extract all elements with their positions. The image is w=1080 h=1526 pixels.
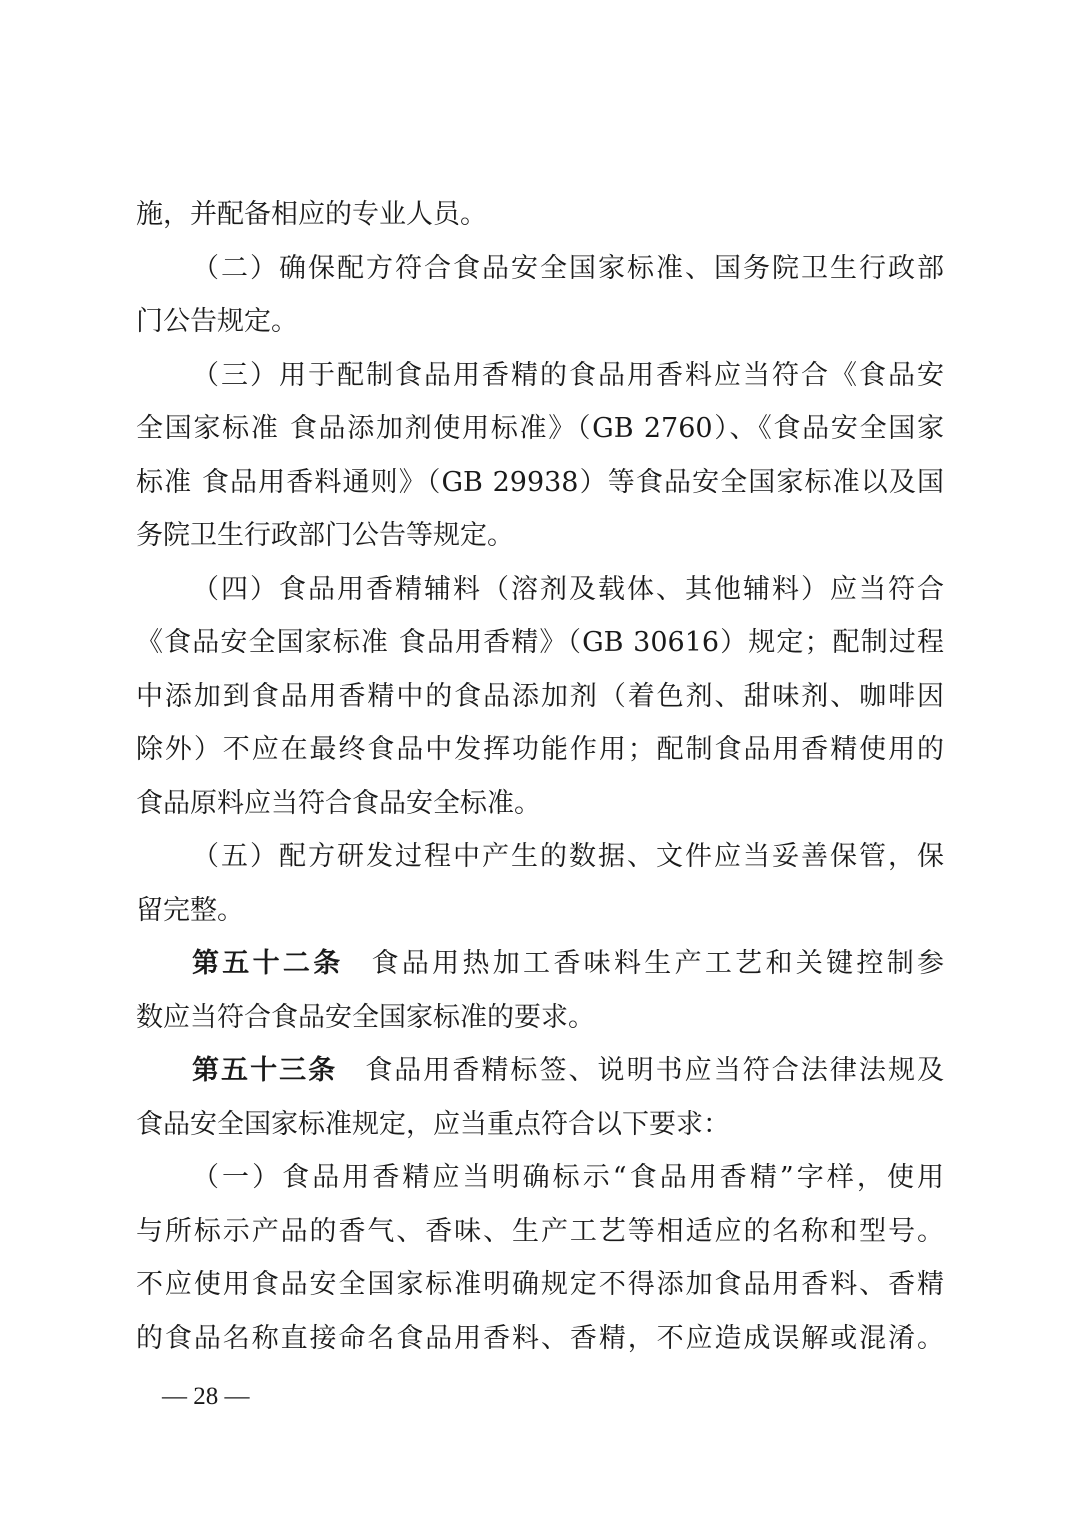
text-line: （一）食品用香精应当明确标示“食品用香精”字样，使用 (192, 1162, 944, 1193)
text-line: （二）确保配方符合食品安全国家标准、国务院卫生行政部 (192, 252, 944, 284)
text-line: 食品原料应当符合食品安全标准。 (136, 787, 541, 819)
article-number: 第五十二条 (192, 948, 344, 979)
article-text: 食品用热加工香味料生产工艺和关键控制参 (371, 948, 944, 979)
text-line: 的食品名称直接命名食品用香料、香精，不应造成误解或混淆。 (136, 1322, 944, 1354)
text-line: （五）配方研发过程中产生的数据、文件应当妥善保管，保 (192, 841, 944, 872)
text-line: 全国家标准 食品添加剂使用标准》（GB 2760）、《食品安全国家 (136, 413, 944, 444)
text-line: 门公告规定。 (136, 306, 298, 337)
text-line: 与所标示产品的香气、香味、生产工艺等相适应的名称和型号。 (136, 1215, 944, 1247)
article-text: 食品用香精标签、说明书应当符合法律法规及 (365, 1055, 944, 1086)
text-line: 除外）不应在最终食品中发挥功能作用；配制食品用香精使用的 (136, 734, 944, 765)
text-line: 务院卫生行政部门公告等规定。 (136, 520, 514, 551)
text-line: （四）食品用香精辅料（溶剂及载体、其他辅料）应当符合 (192, 573, 944, 605)
text-line: 《食品安全国家标准 食品用香精》（GB 30616）规定；配制过程 (136, 627, 944, 658)
text-line: 施，并配备相应的专业人员。 (136, 199, 487, 230)
text-line: 数应当符合食品安全国家标准的要求。 (136, 1001, 595, 1033)
article-number: 第五十三条 (192, 1055, 338, 1086)
page-number: — 28 — (162, 1383, 250, 1410)
article-52-line (136, 937, 944, 991)
text-line: 中添加到食品用香精中的食品添加剂（着色剂、甜味剂、咖啡因 (136, 680, 944, 712)
text-line: （三）用于配制食品用香精的食品用香料应当符合《食品安 (192, 359, 944, 391)
text-line: 留完整。 (136, 894, 244, 926)
article-53-line (136, 1044, 944, 1098)
text-line: 标准 食品用香料通则》（GB 29938）等食品安全国家标准以及国 (136, 466, 944, 498)
body-text (136, 188, 944, 1365)
text-line: 食品安全国家标准规定，应当重点符合以下要求： (136, 1108, 730, 1140)
text-line: 不应使用食品安全国家标准明确规定不得添加食品用香料、香精 (136, 1269, 944, 1300)
